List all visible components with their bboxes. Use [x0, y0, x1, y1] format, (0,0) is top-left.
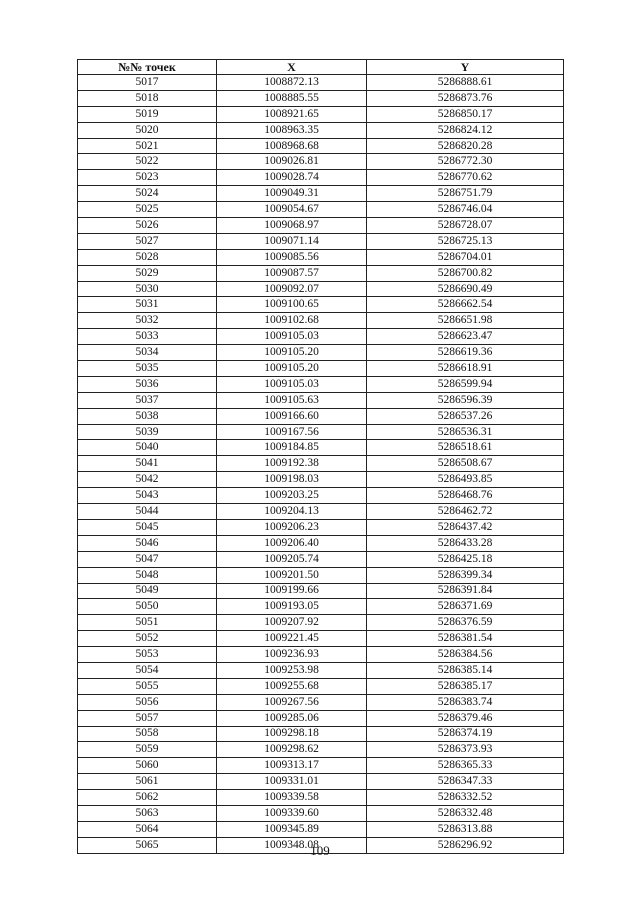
- y-cell: 5286618.91: [367, 361, 564, 377]
- header-row: [78, 60, 564, 75]
- point-number-cell: 5034: [78, 345, 217, 361]
- x-cell: 1009049.31: [217, 186, 367, 202]
- point-number-cell: 5036: [78, 376, 217, 392]
- table-row: [78, 488, 564, 504]
- x-cell: 1009298.62: [217, 742, 367, 758]
- point-number-cell: 5029: [78, 265, 217, 281]
- y-cell: 5286700.82: [367, 265, 564, 281]
- x-cell: 1009105.20: [217, 345, 367, 361]
- y-cell: 5286379.46: [367, 710, 564, 726]
- point-number-cell: 5031: [78, 297, 217, 313]
- x-cell: 1009026.81: [217, 154, 367, 170]
- y-cell: 5286619.36: [367, 345, 564, 361]
- x-cell: 1009331.01: [217, 774, 367, 790]
- point-number-cell: 5053: [78, 647, 217, 663]
- x-cell: 1009054.67: [217, 202, 367, 218]
- y-cell: 5286332.48: [367, 805, 564, 821]
- x-cell: 1009199.66: [217, 583, 367, 599]
- x-cell: 1009205.74: [217, 551, 367, 567]
- y-cell: 5286820.28: [367, 138, 564, 154]
- x-cell: 1009207.92: [217, 615, 367, 631]
- point-number-cell: 5060: [78, 758, 217, 774]
- table-row: [78, 392, 564, 408]
- table-row: [78, 186, 564, 202]
- y-cell: 5286332.52: [367, 790, 564, 806]
- point-number-cell: 5051: [78, 615, 217, 631]
- x-cell: 1009203.25: [217, 488, 367, 504]
- point-number-cell: 5042: [78, 472, 217, 488]
- table-header: [78, 60, 564, 75]
- y-cell: 5286751.79: [367, 186, 564, 202]
- table-row: [78, 408, 564, 424]
- header-y: Y: [367, 60, 564, 75]
- point-number-cell: 5056: [78, 694, 217, 710]
- point-number-cell: 5049: [78, 583, 217, 599]
- y-cell: 5286725.13: [367, 233, 564, 249]
- coordinates-table: [77, 59, 564, 854]
- table-row: [78, 551, 564, 567]
- point-number-cell: 5020: [78, 122, 217, 138]
- point-number-cell: 5063: [78, 805, 217, 821]
- table-body: [78, 75, 564, 854]
- y-cell: 5286651.98: [367, 313, 564, 329]
- x-cell: 1009253.98: [217, 662, 367, 678]
- point-number-cell: 5028: [78, 249, 217, 265]
- point-number-cell: 5033: [78, 329, 217, 345]
- y-cell: 5286599.94: [367, 376, 564, 392]
- x-cell: 1008963.35: [217, 122, 367, 138]
- x-cell: 1009193.05: [217, 599, 367, 615]
- table-row: [78, 424, 564, 440]
- table-row: [78, 170, 564, 186]
- x-cell: 1009100.65: [217, 297, 367, 313]
- point-number-cell: 5021: [78, 138, 217, 154]
- point-number-cell: 5022: [78, 154, 217, 170]
- y-cell: 5286824.12: [367, 122, 564, 138]
- point-number-cell: 5057: [78, 710, 217, 726]
- y-cell: 5286468.76: [367, 488, 564, 504]
- table-row: [78, 361, 564, 377]
- y-cell: 5286296.92: [367, 837, 564, 853]
- y-cell: 5286770.62: [367, 170, 564, 186]
- y-cell: 5286373.93: [367, 742, 564, 758]
- x-cell: 1009345.89: [217, 821, 367, 837]
- table-row: [78, 329, 564, 345]
- y-cell: 5286399.34: [367, 567, 564, 583]
- point-number-cell: 5023: [78, 170, 217, 186]
- x-cell: 1009102.68: [217, 313, 367, 329]
- x-cell: 1009087.57: [217, 265, 367, 281]
- y-cell: 5286391.84: [367, 583, 564, 599]
- point-number-cell: 5043: [78, 488, 217, 504]
- table-row: [78, 233, 564, 249]
- point-number-cell: 5059: [78, 742, 217, 758]
- table-row: [78, 821, 564, 837]
- y-cell: 5286374.19: [367, 726, 564, 742]
- y-cell: 5286383.74: [367, 694, 564, 710]
- x-cell: 1009339.58: [217, 790, 367, 806]
- y-cell: 5286433.28: [367, 535, 564, 551]
- point-number-cell: 5035: [78, 361, 217, 377]
- x-cell: 1009255.68: [217, 678, 367, 694]
- page-number: 109: [310, 843, 330, 858]
- y-cell: 5286772.30: [367, 154, 564, 170]
- table-row: [78, 758, 564, 774]
- y-cell: 5286376.59: [367, 615, 564, 631]
- table-row: [78, 218, 564, 234]
- y-cell: 5286371.69: [367, 599, 564, 615]
- x-cell: 1009085.56: [217, 249, 367, 265]
- table-row: [78, 90, 564, 106]
- table-row: [78, 202, 564, 218]
- table-row: [78, 440, 564, 456]
- point-number-cell: 5040: [78, 440, 217, 456]
- point-number-cell: 5025: [78, 202, 217, 218]
- point-number-cell: 5027: [78, 233, 217, 249]
- x-cell: 1009348.08: [217, 837, 367, 853]
- table-row: [78, 345, 564, 361]
- table-row: [78, 519, 564, 535]
- table-row: [78, 726, 564, 742]
- point-number-cell: 5055: [78, 678, 217, 694]
- point-number-cell: 5037: [78, 392, 217, 408]
- table-row: [78, 678, 564, 694]
- point-number-cell: 5045: [78, 519, 217, 535]
- table-row: [78, 583, 564, 599]
- x-cell: 1009298.18: [217, 726, 367, 742]
- table-row: [78, 535, 564, 551]
- point-number-cell: 5064: [78, 821, 217, 837]
- y-cell: 5286873.76: [367, 90, 564, 106]
- table-row: [78, 265, 564, 281]
- x-cell: 1008872.13: [217, 75, 367, 91]
- point-number-cell: 5058: [78, 726, 217, 742]
- y-cell: 5286313.88: [367, 821, 564, 837]
- table-row: [78, 75, 564, 91]
- x-cell: 1009092.07: [217, 281, 367, 297]
- point-number-cell: 5050: [78, 599, 217, 615]
- table-row: [78, 647, 564, 663]
- table-row: [78, 297, 564, 313]
- table-row: [78, 805, 564, 821]
- point-number-cell: 5062: [78, 790, 217, 806]
- y-cell: 5286385.17: [367, 678, 564, 694]
- table-row: [78, 249, 564, 265]
- x-cell: 1009105.03: [217, 329, 367, 345]
- point-number-cell: 5047: [78, 551, 217, 567]
- table-row: [78, 710, 564, 726]
- x-cell: 1009313.17: [217, 758, 367, 774]
- x-cell: 1009068.97: [217, 218, 367, 234]
- x-cell: 1009198.03: [217, 472, 367, 488]
- table-row: [78, 662, 564, 678]
- y-cell: 5286365.33: [367, 758, 564, 774]
- y-cell: 5286462.72: [367, 504, 564, 520]
- table-row: [78, 631, 564, 647]
- table-row: [78, 567, 564, 583]
- point-number-cell: 5032: [78, 313, 217, 329]
- y-cell: 5286850.17: [367, 106, 564, 122]
- table-row: [78, 615, 564, 631]
- x-cell: 1009201.50: [217, 567, 367, 583]
- y-cell: 5286704.01: [367, 249, 564, 265]
- y-cell: 5286347.33: [367, 774, 564, 790]
- point-number-cell: 5065: [78, 837, 217, 853]
- point-number-cell: 5046: [78, 535, 217, 551]
- table-row: [78, 742, 564, 758]
- x-cell: 1009028.74: [217, 170, 367, 186]
- table-row: [78, 472, 564, 488]
- y-cell: 5286596.39: [367, 392, 564, 408]
- table-row: [78, 504, 564, 520]
- point-number-cell: 5048: [78, 567, 217, 583]
- y-cell: 5286537.26: [367, 408, 564, 424]
- y-cell: 5286384.56: [367, 647, 564, 663]
- table-row: [78, 313, 564, 329]
- y-cell: 5286385.14: [367, 662, 564, 678]
- point-number-cell: 5054: [78, 662, 217, 678]
- y-cell: 5286888.61: [367, 75, 564, 91]
- table-row: [78, 376, 564, 392]
- y-cell: 5286746.04: [367, 202, 564, 218]
- x-cell: 1009267.56: [217, 694, 367, 710]
- y-cell: 5286690.49: [367, 281, 564, 297]
- table-row: [78, 154, 564, 170]
- table-row: [78, 281, 564, 297]
- table-row: [78, 138, 564, 154]
- y-cell: 5286623.47: [367, 329, 564, 345]
- x-cell: 1009221.45: [217, 631, 367, 647]
- point-number-cell: 5019: [78, 106, 217, 122]
- x-cell: 1008968.68: [217, 138, 367, 154]
- x-cell: 1009339.60: [217, 805, 367, 821]
- table-row: [78, 456, 564, 472]
- x-cell: 1009192.38: [217, 456, 367, 472]
- y-cell: 5286662.54: [367, 297, 564, 313]
- y-cell: 5286425.18: [367, 551, 564, 567]
- x-cell: 1009184.85: [217, 440, 367, 456]
- y-cell: 5286381.54: [367, 631, 564, 647]
- point-number-cell: 5061: [78, 774, 217, 790]
- x-cell: 1009105.03: [217, 376, 367, 392]
- point-number-cell: 5017: [78, 75, 217, 91]
- y-cell: 5286728.07: [367, 218, 564, 234]
- x-cell: 1009206.23: [217, 519, 367, 535]
- x-cell: 1009167.56: [217, 424, 367, 440]
- point-number-cell: 5044: [78, 504, 217, 520]
- table-row: [78, 694, 564, 710]
- table-row: [78, 774, 564, 790]
- x-cell: 1009071.14: [217, 233, 367, 249]
- x-cell: 1008921.65: [217, 106, 367, 122]
- x-cell: 1009206.40: [217, 535, 367, 551]
- x-cell: 1009105.63: [217, 392, 367, 408]
- point-number-cell: 5039: [78, 424, 217, 440]
- x-cell: 1009236.93: [217, 647, 367, 663]
- y-cell: 5286518.61: [367, 440, 564, 456]
- point-number-cell: 5041: [78, 456, 217, 472]
- y-cell: 5286493.85: [367, 472, 564, 488]
- y-cell: 5286508.67: [367, 456, 564, 472]
- table-row: [78, 106, 564, 122]
- x-cell: 1009204.13: [217, 504, 367, 520]
- header-x: X: [217, 60, 367, 75]
- table-row: [78, 599, 564, 615]
- y-cell: 5286536.31: [367, 424, 564, 440]
- header-point-number: №№ точек: [78, 60, 217, 75]
- point-number-cell: 5030: [78, 281, 217, 297]
- table-row: [78, 790, 564, 806]
- point-number-cell: 5024: [78, 186, 217, 202]
- table-row: [78, 122, 564, 138]
- x-cell: 1009285.06: [217, 710, 367, 726]
- x-cell: 1009105.20: [217, 361, 367, 377]
- point-number-cell: 5052: [78, 631, 217, 647]
- x-cell: 1009166.60: [217, 408, 367, 424]
- point-number-cell: 5018: [78, 90, 217, 106]
- x-cell: 1008885.55: [217, 90, 367, 106]
- y-cell: 5286437.42: [367, 519, 564, 535]
- point-number-cell: 5038: [78, 408, 217, 424]
- point-number-cell: 5026: [78, 218, 217, 234]
